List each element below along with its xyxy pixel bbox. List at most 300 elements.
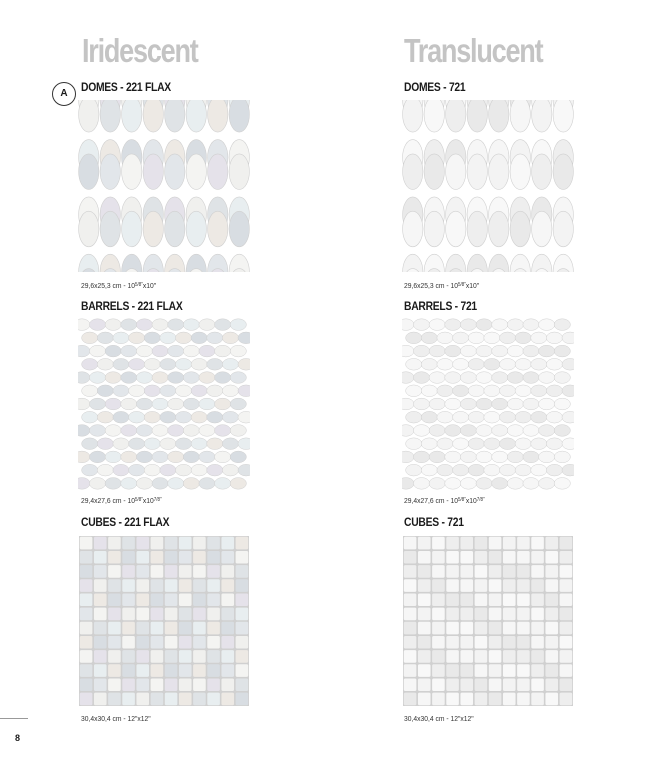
barrel-chip [238, 358, 250, 370]
barrel-chip [113, 464, 129, 476]
barrel-chip [129, 332, 145, 344]
cube-chip [193, 622, 206, 635]
dome-chip [208, 100, 228, 132]
cube-chip [560, 537, 573, 550]
cubes-iridescent-size: 30,4x30,4 cm - 12"x12" [81, 714, 151, 723]
cube-chip [94, 678, 107, 691]
barrel-chip [89, 372, 105, 384]
cube-chip [460, 579, 473, 592]
dome-chip [532, 154, 552, 190]
barrel-chip [121, 398, 137, 410]
cube-chip [517, 537, 530, 550]
barrel-chip [539, 319, 555, 331]
cube-chip [136, 622, 149, 635]
barrels-iridescent-mosaic [78, 318, 250, 490]
dome-chip [489, 154, 509, 190]
cube-chip [475, 664, 488, 677]
barrel-chip [445, 425, 461, 437]
cubes-iridescent-mosaic [79, 536, 249, 706]
barrel-chip [492, 319, 508, 331]
barrel-chip [429, 451, 445, 463]
barrel-chip [562, 438, 574, 450]
barrel-chip [445, 478, 461, 490]
cube-chip [108, 622, 121, 635]
cube-chip [517, 593, 530, 606]
barrel-chip [402, 478, 414, 490]
cube-chip [531, 693, 544, 706]
cube-chip [179, 537, 192, 550]
barrel-chip [78, 345, 90, 357]
cube-chip [460, 565, 473, 578]
barrel-chip [402, 319, 414, 331]
dome-chip [100, 100, 120, 132]
cube-chip [165, 693, 178, 706]
barrel-chip [437, 411, 453, 423]
dome-chip [208, 211, 228, 247]
cube-chip [460, 608, 473, 621]
barrel-chip [230, 319, 246, 331]
cube-chip [432, 551, 445, 564]
cube-chip [418, 636, 431, 649]
barrels-iridescent-size: 29,4x27,6 cm - $10^{5/8"}x10^{7/8"}$ [81, 496, 162, 505]
dome-chip [446, 211, 466, 247]
dome-chip [229, 100, 249, 132]
cube-chip [531, 593, 544, 606]
cube-chip [108, 593, 121, 606]
barrel-chip [121, 345, 137, 357]
barrel-chip [402, 398, 414, 410]
barrel-chip [562, 385, 574, 397]
cube-chip [489, 678, 502, 691]
barrel-chip [168, 345, 184, 357]
cube-chip [446, 593, 459, 606]
cube-chip [94, 650, 107, 663]
barrel-chip [429, 478, 445, 490]
dome-chip [122, 154, 142, 190]
barrel-chip [402, 345, 414, 357]
barrel-chip [429, 398, 445, 410]
barrel-chip [191, 438, 207, 450]
cube-chip [404, 664, 417, 677]
barrel-chip [453, 438, 469, 450]
domes-iridescent-mosaic [78, 100, 250, 272]
barrel-chip [97, 358, 113, 370]
cube-chip [489, 622, 502, 635]
domes-translucent-size: 29,6x25,3 cm - $10^{5/8"}x10$" [404, 281, 480, 290]
cube-chip [151, 622, 164, 635]
cube-chip [489, 537, 502, 550]
barrel-chip [484, 438, 500, 450]
barrel-chip [238, 332, 250, 344]
cube-chip [503, 650, 516, 663]
cube-chip [136, 636, 149, 649]
cube-chip [80, 579, 93, 592]
barrel-chip [199, 345, 215, 357]
cube-chip [460, 537, 473, 550]
barrel-chip [238, 438, 250, 450]
barrel-chip [406, 438, 422, 450]
cube-chip [446, 608, 459, 621]
cube-chip [80, 693, 93, 706]
barrel-chip [207, 411, 223, 423]
cube-chip [560, 636, 573, 649]
barrel-chip [215, 478, 231, 490]
barrel-chip [199, 372, 215, 384]
barrel-chip [484, 385, 500, 397]
barrel-chip [476, 478, 492, 490]
barrel-chip [499, 411, 515, 423]
cube-chip [221, 551, 234, 564]
cube-chip [122, 636, 135, 649]
cube-chip [517, 565, 530, 578]
cube-chip [136, 551, 149, 564]
barrel-chip [484, 464, 500, 476]
domes-iridescent-size: 29,6x25,3 cm - $10^{5/8"}x10$" [81, 281, 157, 290]
barrel-chip [152, 372, 168, 384]
cube-chip [517, 636, 530, 649]
barrel-chip [421, 438, 437, 450]
cube-chip [207, 537, 220, 550]
cube-chip [94, 693, 107, 706]
cube-chip [418, 551, 431, 564]
cube-chip [446, 636, 459, 649]
barrel-chip [437, 332, 453, 344]
barrel-chip [78, 425, 90, 437]
barrel-chip [402, 425, 414, 437]
cube-chip [179, 608, 192, 621]
barrel-chip [105, 451, 121, 463]
domes-translucent-mosaic [402, 100, 574, 272]
barrel-chip [82, 332, 98, 344]
barrel-chip [121, 425, 137, 437]
barrels-iridescent-tile-image [78, 318, 250, 490]
barrel-chip [191, 411, 207, 423]
barrel-chip [222, 464, 238, 476]
barrel-chip [507, 319, 523, 331]
barrel-chip [199, 478, 215, 490]
cube-chip [503, 622, 516, 635]
dome-chip [553, 154, 573, 190]
cube-chip [418, 664, 431, 677]
barrel-chip [468, 411, 484, 423]
cube-chip [560, 678, 573, 691]
barrel-chip [78, 451, 90, 463]
cube-chip [475, 565, 488, 578]
cube-chip [531, 636, 544, 649]
barrel-chip [445, 319, 461, 331]
cube-chip [179, 664, 192, 677]
barrel-chip [199, 398, 215, 410]
cube-chip [404, 650, 417, 663]
barrel-chip [554, 372, 570, 384]
cube-chip [80, 565, 93, 578]
barrel-chip [484, 332, 500, 344]
cube-chip [193, 565, 206, 578]
cube-chip [503, 579, 516, 592]
barrel-chip [105, 319, 121, 331]
cube-chip [545, 565, 558, 578]
barrel-chip [515, 332, 531, 344]
barrel-chip [89, 345, 105, 357]
barrel-chip [199, 319, 215, 331]
barrel-chip [78, 372, 90, 384]
barrel-chip [222, 385, 238, 397]
dome-chip [229, 154, 249, 190]
dome-chip [186, 100, 206, 132]
cube-chip [221, 650, 234, 663]
cube-chip [475, 579, 488, 592]
barrel-chip [183, 451, 199, 463]
dome-chip [100, 154, 120, 190]
cube-chip [236, 678, 249, 691]
cube-chip [560, 608, 573, 621]
barrel-chip [539, 398, 555, 410]
cube-chip [151, 678, 164, 691]
cube-chip [122, 593, 135, 606]
barrel-chip [82, 358, 98, 370]
barrel-chip [89, 319, 105, 331]
barrel-chip [160, 332, 176, 344]
cube-chip [94, 593, 107, 606]
barrel-chip [523, 398, 539, 410]
cube-chip [122, 565, 135, 578]
barrel-chip [152, 345, 168, 357]
barrel-chip [175, 411, 191, 423]
barrel-chip [468, 438, 484, 450]
barrel-chip [129, 464, 145, 476]
dome-chip [208, 154, 228, 190]
barrel-chip [191, 385, 207, 397]
barrel-chip [476, 398, 492, 410]
barrel-chip [175, 438, 191, 450]
cube-chip [207, 650, 220, 663]
cube-chip [122, 650, 135, 663]
dome-chip [467, 100, 487, 132]
barrel-chip [445, 398, 461, 410]
barrel-chip [523, 372, 539, 384]
barrels-translucent-tile-image [402, 318, 574, 490]
cube-chip [517, 579, 530, 592]
cube-chip [432, 678, 445, 691]
cube-chip [503, 636, 516, 649]
cube-chip [207, 579, 220, 592]
cube-chip [503, 593, 516, 606]
cube-chip [193, 636, 206, 649]
cube-chip [489, 650, 502, 663]
barrel-chip [175, 332, 191, 344]
barrel-chip [89, 478, 105, 490]
cube-chip [179, 678, 192, 691]
dome-chip [424, 211, 444, 247]
cube-chip [207, 593, 220, 606]
barrel-chip [89, 451, 105, 463]
barrel-chip [175, 385, 191, 397]
dome-chip [424, 154, 444, 190]
cube-chip [136, 593, 149, 606]
barrel-chip [136, 398, 152, 410]
dome-chip [553, 100, 573, 132]
barrel-chip [476, 319, 492, 331]
cube-chip [531, 678, 544, 691]
cube-chip [179, 551, 192, 564]
barrel-chip [215, 451, 231, 463]
cube-chip [560, 693, 573, 706]
dome-chip [165, 100, 185, 132]
cube-chip [475, 693, 488, 706]
cube-chip [80, 650, 93, 663]
barrel-chip [453, 464, 469, 476]
barrel-chip [113, 385, 129, 397]
cube-chip [489, 593, 502, 606]
cube-chip [432, 693, 445, 706]
cube-chip [136, 565, 149, 578]
cube-chip [236, 650, 249, 663]
cube-chip [503, 537, 516, 550]
barrel-chip [89, 425, 105, 437]
cube-chip [207, 636, 220, 649]
cube-chip [503, 551, 516, 564]
barrel-chip [413, 451, 429, 463]
barrel-chip [523, 345, 539, 357]
dome-chip [165, 154, 185, 190]
dome-chip [510, 211, 530, 247]
cube-chip [94, 537, 107, 550]
cube-chip [475, 678, 488, 691]
cube-chip [108, 678, 121, 691]
cube-chip [221, 678, 234, 691]
barrel-chip [406, 464, 422, 476]
barrel-chip [546, 385, 562, 397]
barrel-chip [207, 358, 223, 370]
barrel-chip [554, 319, 570, 331]
cube-chip [446, 678, 459, 691]
barrel-chip [437, 438, 453, 450]
barrel-chip [168, 478, 184, 490]
cube-chip [151, 565, 164, 578]
barrel-chip [460, 398, 476, 410]
cube-chip [560, 551, 573, 564]
cube-chip [122, 678, 135, 691]
cube-chip [460, 664, 473, 677]
barrel-chip [562, 332, 574, 344]
barrel-chip [468, 385, 484, 397]
barrel-chip [531, 411, 547, 423]
cube-chip [489, 664, 502, 677]
cube-chip [446, 693, 459, 706]
cube-chip [418, 593, 431, 606]
barrel-chip [460, 478, 476, 490]
cube-chip [94, 579, 107, 592]
barrel-chip [468, 332, 484, 344]
cube-chip [404, 565, 417, 578]
barrel-chip [515, 464, 531, 476]
barrel-chip [453, 385, 469, 397]
barrel-chip [183, 319, 199, 331]
cube-chip [432, 537, 445, 550]
cube-chip [80, 551, 93, 564]
cube-chip [460, 693, 473, 706]
cube-chip [108, 565, 121, 578]
domes-iridescent-title: DOMES - 221 FLAX [81, 80, 171, 94]
barrel-chip [168, 451, 184, 463]
barrel-chip [105, 425, 121, 437]
barrel-chip [507, 398, 523, 410]
domes-translucent-title: DOMES - 721 [404, 80, 466, 94]
barrel-chip [97, 332, 113, 344]
barrel-chip [460, 345, 476, 357]
cube-chip [94, 565, 107, 578]
cube-chip [432, 650, 445, 663]
cube-chip [236, 622, 249, 635]
cube-chip [517, 664, 530, 677]
barrel-chip [421, 464, 437, 476]
cube-chip [193, 608, 206, 621]
cubes-translucent-size: 30,4x30,4 cm - 12"x12" [404, 714, 474, 723]
barrel-chip [499, 358, 515, 370]
dome-chip [229, 211, 249, 247]
barrel-chip [554, 451, 570, 463]
barrel-chip [129, 385, 145, 397]
cube-chip [517, 678, 530, 691]
barrel-chip [168, 372, 184, 384]
cube-chip [531, 579, 544, 592]
barrel-chip [531, 385, 547, 397]
barrel-chip [97, 385, 113, 397]
barrel-chip [515, 385, 531, 397]
barrel-chip [554, 398, 570, 410]
cube-chip [418, 579, 431, 592]
barrel-chip [199, 451, 215, 463]
cube-chip [136, 537, 149, 550]
cube-chip [475, 537, 488, 550]
barrel-chip [429, 345, 445, 357]
barrel-chip [460, 451, 476, 463]
dome-chip [100, 211, 120, 247]
barrel-chip [113, 358, 129, 370]
barrel-chip [215, 372, 231, 384]
barrel-chip [144, 464, 160, 476]
barrel-chip [121, 451, 137, 463]
barrel-chip [222, 438, 238, 450]
dome-chip [446, 100, 466, 132]
cube-chip [560, 593, 573, 606]
barrel-chip [238, 385, 250, 397]
barrel-chip [499, 332, 515, 344]
barrel-chip [445, 345, 461, 357]
barrel-chip [554, 478, 570, 490]
cube-chip [560, 622, 573, 635]
domes-translucent-tile-image [402, 100, 574, 272]
cube-chip [517, 551, 530, 564]
cube-chip [122, 537, 135, 550]
cube-chip [193, 650, 206, 663]
cube-chip [151, 608, 164, 621]
cube-chip [475, 551, 488, 564]
barrel-chip [152, 319, 168, 331]
cube-chip [221, 565, 234, 578]
barrel-chip [191, 358, 207, 370]
cube-chip [446, 579, 459, 592]
barrel-chip [207, 464, 223, 476]
barrel-chip [183, 372, 199, 384]
barrel-chip [406, 411, 422, 423]
cube-chip [517, 650, 530, 663]
cube-chip [179, 693, 192, 706]
cube-chip [221, 636, 234, 649]
barrel-chip [152, 398, 168, 410]
barrel-chip [183, 345, 199, 357]
dome-chip [553, 211, 573, 247]
